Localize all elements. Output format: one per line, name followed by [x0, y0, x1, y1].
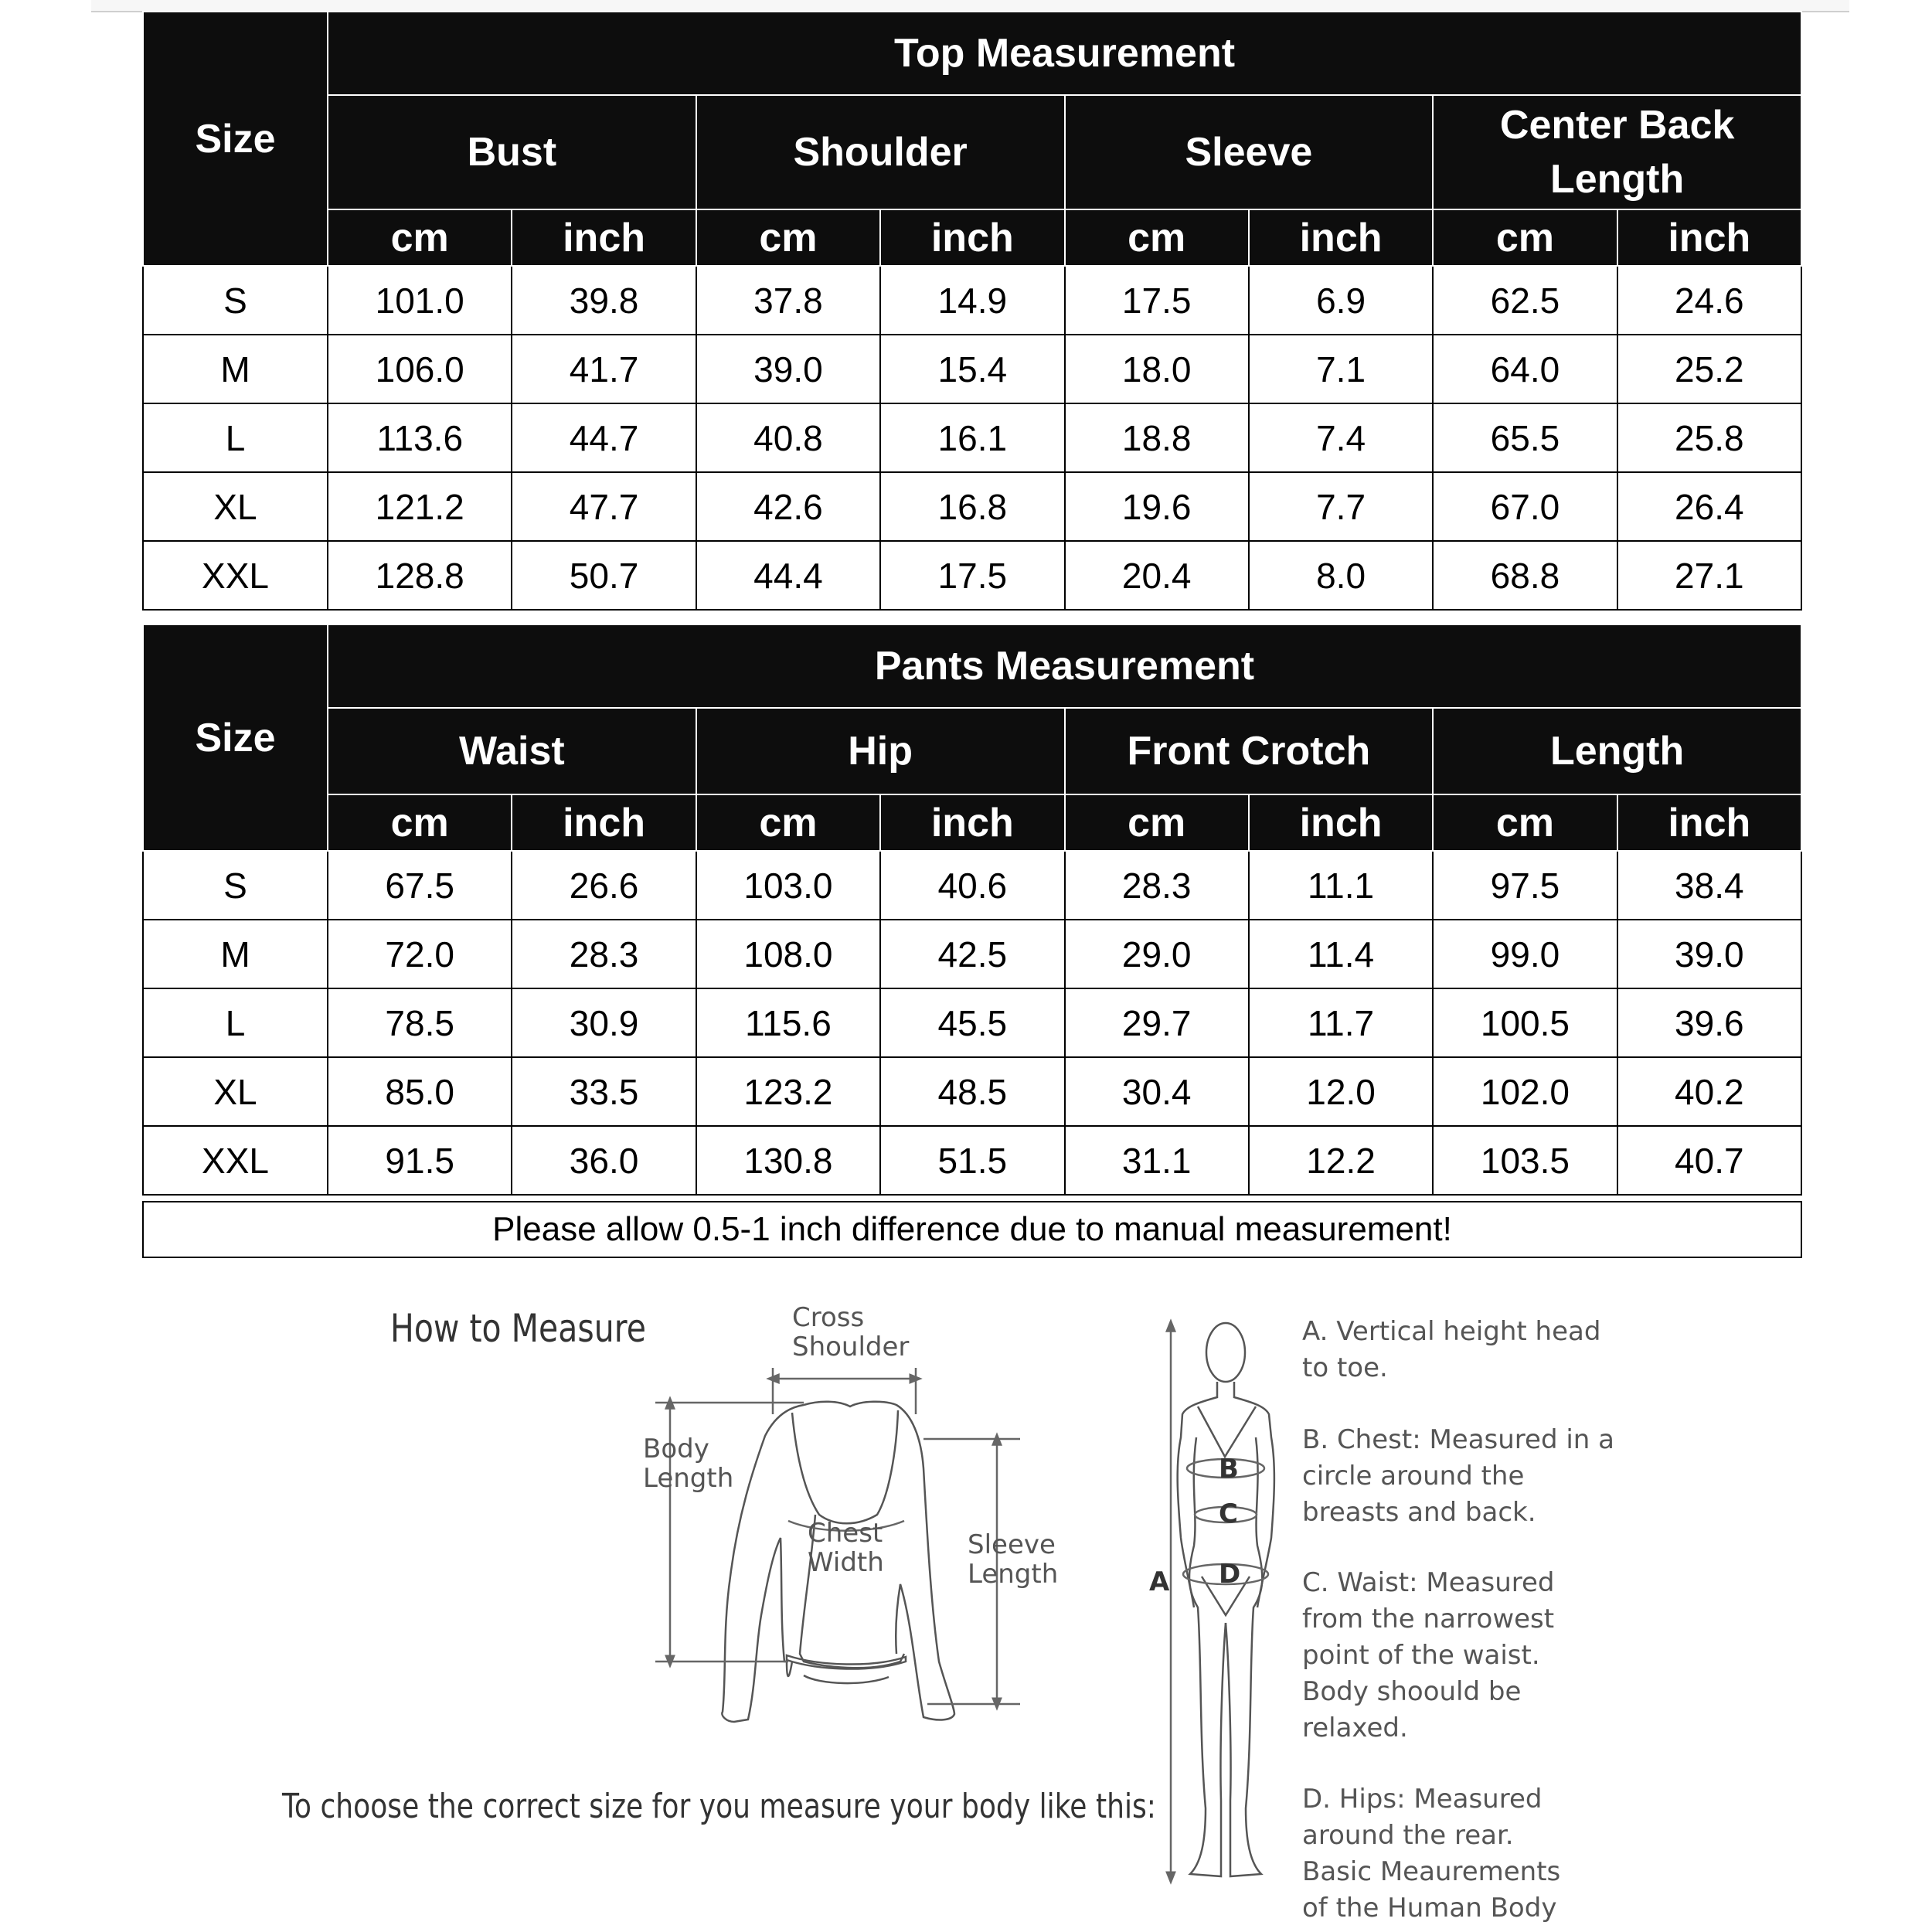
value-cell: 85.0 — [328, 1057, 512, 1126]
unit-header: cm — [1065, 794, 1249, 851]
value-cell: 41.7 — [512, 335, 696, 403]
unit-header: cm — [1433, 209, 1617, 266]
value-cell: 40.7 — [1617, 1126, 1801, 1195]
value-cell: 44.4 — [696, 541, 880, 610]
value-cell: 101.0 — [328, 266, 512, 335]
group-header: Center Back Length — [1433, 95, 1801, 209]
value-cell: 44.7 — [512, 403, 696, 472]
value-cell: 113.6 — [328, 403, 512, 472]
instruction-text: To choose the correct size for you measure your body like this: — [282, 1787, 1156, 1826]
value-cell: 39.6 — [1617, 988, 1801, 1057]
body-figure — [1178, 1323, 1274, 1876]
group-header: Sleeve — [1065, 95, 1434, 209]
value-cell: 30.9 — [512, 988, 696, 1057]
value-cell: 15.4 — [880, 335, 1064, 403]
value-cell: 20.4 — [1065, 541, 1249, 610]
unit-header: cm — [328, 209, 512, 266]
value-cell: 78.5 — [328, 988, 512, 1057]
unit-header: cm — [696, 794, 880, 851]
value-cell: 40.8 — [696, 403, 880, 472]
unit-header: cm — [696, 209, 880, 266]
value-cell: 72.0 — [328, 920, 512, 988]
value-cell: 47.7 — [512, 472, 696, 541]
value-cell: 130.8 — [696, 1126, 880, 1195]
value-cell: 39.0 — [1617, 920, 1801, 988]
value-cell: 11.1 — [1249, 851, 1433, 920]
value-cell: 36.0 — [512, 1126, 696, 1195]
value-cell: 62.5 — [1433, 266, 1617, 335]
unit-header: inch — [1249, 794, 1433, 851]
value-cell: 25.2 — [1617, 335, 1801, 403]
value-cell: 18.0 — [1065, 335, 1249, 403]
value-cell: 103.5 — [1433, 1126, 1617, 1195]
value-cell: 65.5 — [1433, 403, 1617, 472]
value-cell: 16.1 — [880, 403, 1064, 472]
value-cell: 115.6 — [696, 988, 880, 1057]
value-cell: 31.1 — [1065, 1126, 1249, 1195]
size-cell: XXL — [143, 541, 328, 610]
value-cell: 51.5 — [880, 1126, 1064, 1195]
value-cell: 39.0 — [696, 335, 880, 403]
value-cell: 11.7 — [1249, 988, 1433, 1057]
unit-header: inch — [512, 794, 696, 851]
value-cell: 26.6 — [512, 851, 696, 920]
value-cell: 29.0 — [1065, 920, 1249, 988]
sleeve-length-label: Sleeve Length — [968, 1529, 1059, 1590]
measurement-note: Please allow 0.5-1 inch difference due to manual measurement! — [142, 1201, 1802, 1258]
value-cell: 45.5 — [880, 988, 1064, 1057]
value-cell: 12.2 — [1249, 1126, 1433, 1195]
table-title: Pants Measurement — [328, 624, 1801, 708]
value-cell: 100.5 — [1433, 988, 1617, 1057]
size-cell: S — [143, 851, 328, 920]
unit-header: inch — [880, 209, 1064, 266]
group-header: Front Crotch — [1065, 708, 1434, 794]
value-cell: 28.3 — [1065, 851, 1249, 920]
value-cell: 37.8 — [696, 266, 880, 335]
group-header: Shoulder — [696, 95, 1065, 209]
value-cell: 68.8 — [1433, 541, 1617, 610]
unit-header: cm — [1433, 794, 1617, 851]
value-cell: 67.0 — [1433, 472, 1617, 541]
value-cell: 128.8 — [328, 541, 512, 610]
value-cell: 14.9 — [880, 266, 1064, 335]
value-cell: 27.1 — [1617, 541, 1801, 610]
unit-header: inch — [880, 794, 1064, 851]
body-measure-lines — [1171, 1325, 1268, 1878]
value-cell: 17.5 — [880, 541, 1064, 610]
unit-header: cm — [1065, 209, 1249, 266]
value-cell: 7.4 — [1249, 403, 1433, 472]
value-cell: 29.7 — [1065, 988, 1249, 1057]
size-cell: S — [143, 266, 328, 335]
marker-a: A — [1149, 1566, 1170, 1597]
size-cell: L — [143, 988, 328, 1057]
value-cell: 16.8 — [880, 472, 1064, 541]
value-cell: 28.3 — [512, 920, 696, 988]
value-cell: 8.0 — [1249, 541, 1433, 610]
value-cell: 39.8 — [512, 266, 696, 335]
size-cell: M — [143, 335, 328, 403]
value-cell: 50.7 — [512, 541, 696, 610]
value-cell: 38.4 — [1617, 851, 1801, 920]
size-header: Size — [143, 12, 328, 266]
unit-header: inch — [512, 209, 696, 266]
value-cell: 11.4 — [1249, 920, 1433, 988]
value-cell: 97.5 — [1433, 851, 1617, 920]
value-cell: 19.6 — [1065, 472, 1249, 541]
legend-item: A. Vertical height head to toe. — [1302, 1316, 1601, 1383]
unit-header: inch — [1249, 209, 1433, 266]
group-header: Length — [1433, 708, 1801, 794]
body-length-label: Body Length — [643, 1434, 734, 1494]
value-cell: 48.5 — [880, 1057, 1064, 1126]
value-cell: 67.5 — [328, 851, 512, 920]
marker-c: C — [1219, 1498, 1238, 1529]
size-header: Size — [143, 624, 328, 851]
value-cell: 12.0 — [1249, 1057, 1433, 1126]
value-cell: 42.6 — [696, 472, 880, 541]
value-cell: 40.6 — [880, 851, 1064, 920]
value-cell: 40.2 — [1617, 1057, 1801, 1126]
size-cell: L — [143, 403, 328, 472]
value-cell: 33.5 — [512, 1057, 696, 1126]
value-cell: 18.8 — [1065, 403, 1249, 472]
unit-header: cm — [328, 794, 512, 851]
size-cell: XXL — [143, 1126, 328, 1195]
legend-item: D. Hips: Measured around the rear. Basic Meaurements of the Human Body — [1302, 1784, 1561, 1923]
value-cell: 6.9 — [1249, 266, 1433, 335]
chest-width-label: Chest Width — [808, 1518, 884, 1578]
value-cell: 30.4 — [1065, 1057, 1249, 1126]
legend-item: C. Waist: Measured from the narrowest point of the waist. Body shoould be relaxed. — [1302, 1567, 1555, 1743]
value-cell: 25.8 — [1617, 403, 1801, 472]
value-cell: 17.5 — [1065, 266, 1249, 335]
value-cell: 7.7 — [1249, 472, 1433, 541]
marker-d: D — [1219, 1559, 1241, 1590]
value-cell: 102.0 — [1433, 1057, 1617, 1126]
value-cell: 7.1 — [1249, 335, 1433, 403]
size-cell: XL — [143, 472, 328, 541]
value-cell: 99.0 — [1433, 920, 1617, 988]
value-cell: 108.0 — [696, 920, 880, 988]
value-cell: 103.0 — [696, 851, 880, 920]
unit-header: inch — [1617, 209, 1801, 266]
size-cell: XL — [143, 1057, 328, 1126]
group-header: Hip — [696, 708, 1065, 794]
table-title: Top Measurement — [328, 12, 1801, 95]
group-header: Waist — [328, 708, 696, 794]
value-cell: 64.0 — [1433, 335, 1617, 403]
value-cell: 42.5 — [880, 920, 1064, 988]
value-cell: 91.5 — [328, 1126, 512, 1195]
value-cell: 26.4 — [1617, 472, 1801, 541]
marker-b: B — [1219, 1454, 1239, 1485]
value-cell: 123.2 — [696, 1057, 880, 1126]
unit-header: inch — [1617, 794, 1801, 851]
value-cell: 121.2 — [328, 472, 512, 541]
cross-shoulder-label: Cross Shoulder — [792, 1302, 910, 1362]
value-cell: 24.6 — [1617, 266, 1801, 335]
size-cell: M — [143, 920, 328, 988]
group-header: Bust — [328, 95, 696, 209]
how-to-measure-title: How to Measure — [390, 1306, 646, 1351]
legend-item: B. Chest: Measured in a circle around the breasts and back. — [1302, 1424, 1614, 1528]
value-cell: 106.0 — [328, 335, 512, 403]
